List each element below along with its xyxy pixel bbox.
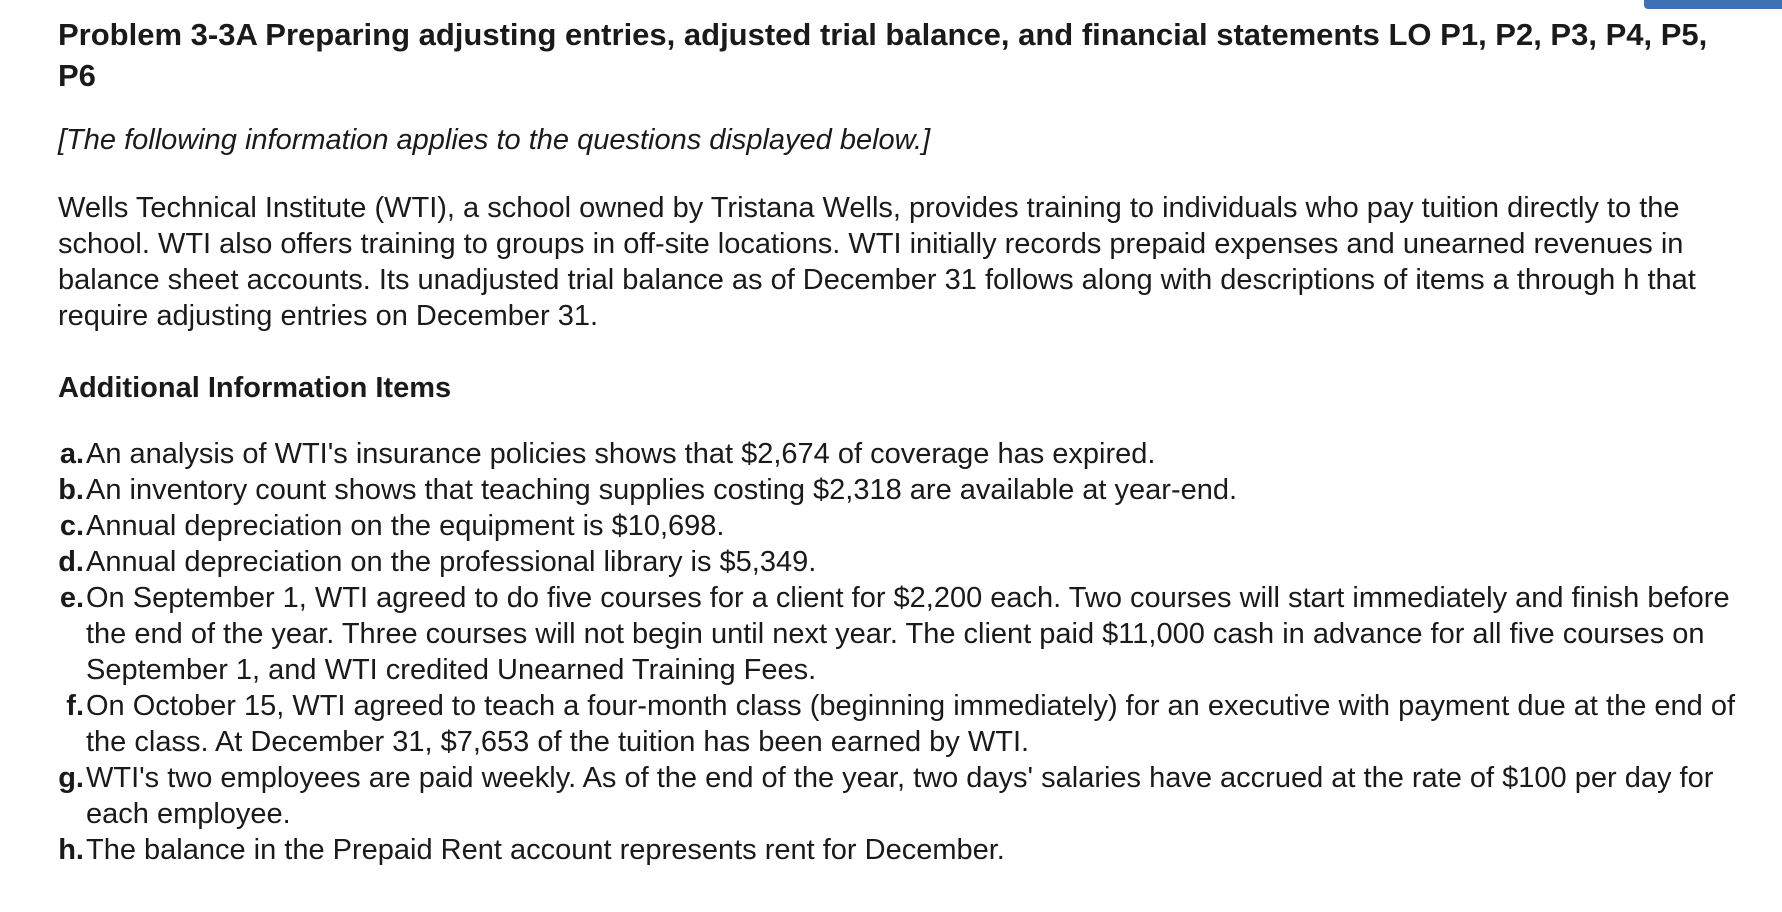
item-letter: c. bbox=[59, 510, 84, 542]
info-item-h bbox=[52, 832, 1738, 868]
item-letter: e. bbox=[59, 582, 84, 614]
item-text: Annual depreciation on the equipment is $10,698. bbox=[86, 510, 725, 542]
item-letter: d. bbox=[58, 546, 84, 578]
info-item-d bbox=[52, 544, 1738, 580]
item-text: The balance in the Prepaid Rent account represents rent for December. bbox=[86, 834, 1005, 866]
item-letter: a. bbox=[59, 438, 84, 470]
intro-note: [The following information applies to the questions displayed below.] bbox=[58, 124, 931, 156]
problem-content bbox=[58, 14, 1738, 868]
item-letter: b. bbox=[58, 474, 84, 506]
item-text: An analysis of WTI's insurance policies shows that $2,674 of coverage has expired. bbox=[86, 438, 1156, 470]
info-item-b bbox=[52, 472, 1738, 508]
item-text: On September 1, WTI agreed to do five courses for a client for $2,200 each. Two courses will start immediately and finish before the end of the year. Three courses will not begin until next year. The client paid $11,000 cash in advance for all five courses on September 1, and WTI credited Unearned Training Fees. bbox=[86, 582, 1730, 686]
item-text: Annual depreciation on the professional library is $5,349. bbox=[86, 546, 817, 578]
info-item-g bbox=[52, 760, 1738, 832]
corner-tab[interactable] bbox=[1644, 0, 1782, 9]
info-item-a bbox=[52, 436, 1738, 472]
info-item-f bbox=[52, 688, 1738, 760]
problem-description: Wells Technical Institute (WTI), a school owned by Tristana Wells, provides training to individuals who pay tuition directly to the school. WTI also offers training to groups in off-site locations. WTI initially records prepaid expenses and unearned revenues in balance sheet accounts. Its unadjusted trial balance as of December 31 follows along with descriptions of items a through h that require adjusting entries on December 31. bbox=[58, 192, 1696, 332]
item-letter: h. bbox=[58, 834, 84, 866]
item-letter: g. bbox=[58, 762, 84, 794]
item-letter: f. bbox=[66, 690, 84, 722]
info-item-e bbox=[52, 580, 1738, 688]
additional-info-heading: Additional Information Items bbox=[58, 372, 452, 404]
item-text: On October 15, WTI agreed to teach a four-month class (beginning immediately) for an executive with payment due at the end of the class. At December 31, $7,653 of the tuition has been earned by WTI. bbox=[86, 690, 1736, 758]
problem-title: Problem 3-3A Preparing adjusting entries, adjusted trial balance, and financial statements LO P1, P2, P3, P4, P5, P6 bbox=[58, 17, 1708, 93]
info-item-c bbox=[52, 508, 1738, 544]
item-text: An inventory count shows that teaching supplies costing $2,318 are available at year-end. bbox=[86, 474, 1238, 506]
item-text: WTI's two employees are paid weekly. As of the end of the year, two days' salaries have accrued at the rate of $100 per day for each employee. bbox=[86, 762, 1714, 830]
additional-info-list bbox=[52, 436, 1738, 868]
